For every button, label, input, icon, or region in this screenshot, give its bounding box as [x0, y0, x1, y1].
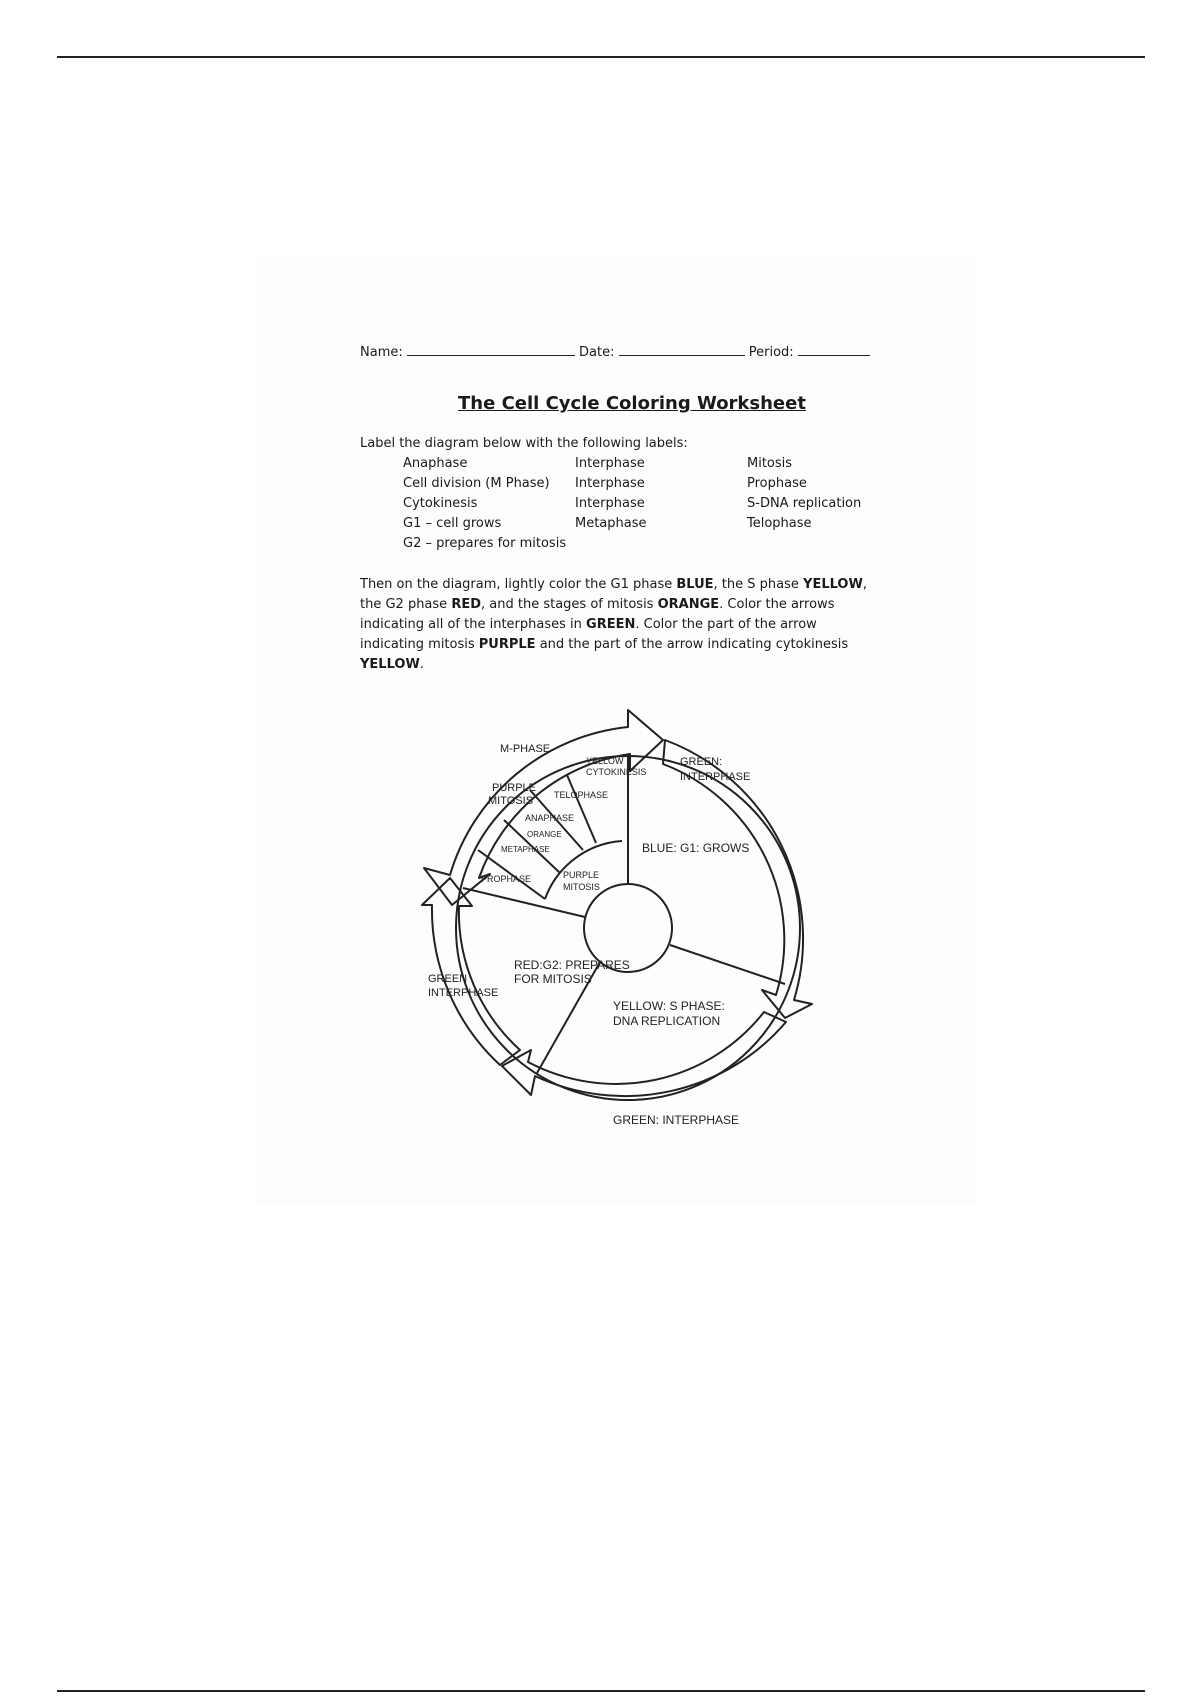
- para-text-4: , and the stages of mitosis: [481, 597, 658, 612]
- worksheet-title: The Cell Cycle Coloring Worksheet: [458, 393, 806, 414]
- name-label: Name:: [360, 345, 403, 360]
- label-prophase: PROPHASE: [481, 874, 532, 884]
- arrow-interphase-left: [422, 878, 520, 1065]
- label-list-item: G1 – cell grows: [403, 516, 502, 531]
- label-anaphase: ANAPHASE: [525, 813, 575, 823]
- color-word-yellow: YELLOW: [803, 577, 863, 592]
- label-list-item: Interphase: [575, 496, 645, 511]
- divider-g2-m: [463, 888, 585, 917]
- label-purple-mitosis-outer-1: PURPLE: [492, 782, 537, 794]
- label-g2-2: FOR MITOSIS: [514, 972, 592, 986]
- label-purple-mitosis-inner-2: MITOSIS: [563, 882, 600, 892]
- label-purple-mitosis-inner-1: PURPLE: [563, 870, 600, 880]
- label-green-interphase-left-2: INTERPHASE: [428, 987, 499, 999]
- color-word-red: RED: [451, 597, 481, 612]
- label-green-interphase-top-2: INTERPHASE: [680, 771, 751, 783]
- label-m-phase: M-PHASE: [500, 743, 551, 755]
- label-green-interphase-left-1: GREEN: [428, 973, 468, 985]
- para-text-3: , the G2 phase: [360, 577, 867, 612]
- label-list-item: S-DNA replication: [747, 496, 862, 511]
- color-word-blue: BLUE: [676, 577, 714, 592]
- page-bottom-rule: [57, 1690, 1145, 1692]
- label-orange: ORANGE: [527, 830, 562, 839]
- divider-g1-s: [670, 945, 785, 984]
- label-yellow-cytokinesis-1: YELLOW: [586, 756, 624, 766]
- para-text-2: , the S phase: [713, 577, 804, 592]
- color-word-green: GREEN: [586, 617, 636, 632]
- period-label: Period:: [748, 345, 794, 360]
- instruction-text: Label the diagram below with the following labels:: [360, 436, 688, 451]
- label-list-item: Metaphase: [575, 516, 647, 531]
- color-word-orange: ORANGE: [657, 597, 720, 612]
- label-list-item: G2 – prepares for mitosis: [403, 536, 567, 551]
- para-text-1: Then on the diagram, lightly color the G1 phase: [360, 577, 677, 592]
- label-telophase: TELOPHASE: [554, 790, 609, 800]
- label-purple-mitosis-outer-2: MITOSIS: [488, 795, 534, 807]
- label-yellow-cytokinesis-2: CYTOKINESIS: [586, 767, 647, 777]
- para-text-6: . Color the part of the arrow indicating mitosis: [360, 617, 817, 652]
- label-metaphase: METAPHASE: [501, 845, 550, 854]
- label-list-item: Telophase: [747, 516, 812, 531]
- para-text-8: .: [419, 657, 424, 672]
- label-g1: BLUE: G1: GROWS: [642, 841, 750, 855]
- label-list-item: Mitosis: [747, 456, 793, 471]
- color-word-purple: PURPLE: [478, 637, 536, 652]
- label-list-item: Prophase: [747, 476, 807, 491]
- color-word-yellow-2: YELLOW: [360, 657, 420, 672]
- label-list-item: Cytokinesis: [403, 496, 478, 511]
- label-g2-1: RED:G2: PREPARES: [514, 958, 630, 972]
- date-label: Date:: [579, 345, 615, 360]
- label-list-item: Anaphase: [403, 456, 468, 471]
- label-green-interphase-bottom: GREEN: INTERPHASE: [613, 1113, 740, 1127]
- label-list-item: Cell division (M Phase): [403, 476, 550, 491]
- para-text-5: . Color the arrows indicating all of the interphases in: [360, 597, 835, 632]
- label-s-phase-1: YELLOW: S PHASE:: [613, 999, 725, 1013]
- divider-telophase: [567, 775, 596, 843]
- para-text-7: and the part of the arrow indicating cytokinesis: [535, 637, 849, 652]
- label-list-item: Interphase: [575, 476, 645, 491]
- label-s-phase-2: DNA REPLICATION: [613, 1014, 721, 1028]
- label-list-item: Interphase: [575, 456, 645, 471]
- label-green-interphase-top-1: GREEN:: [680, 756, 723, 768]
